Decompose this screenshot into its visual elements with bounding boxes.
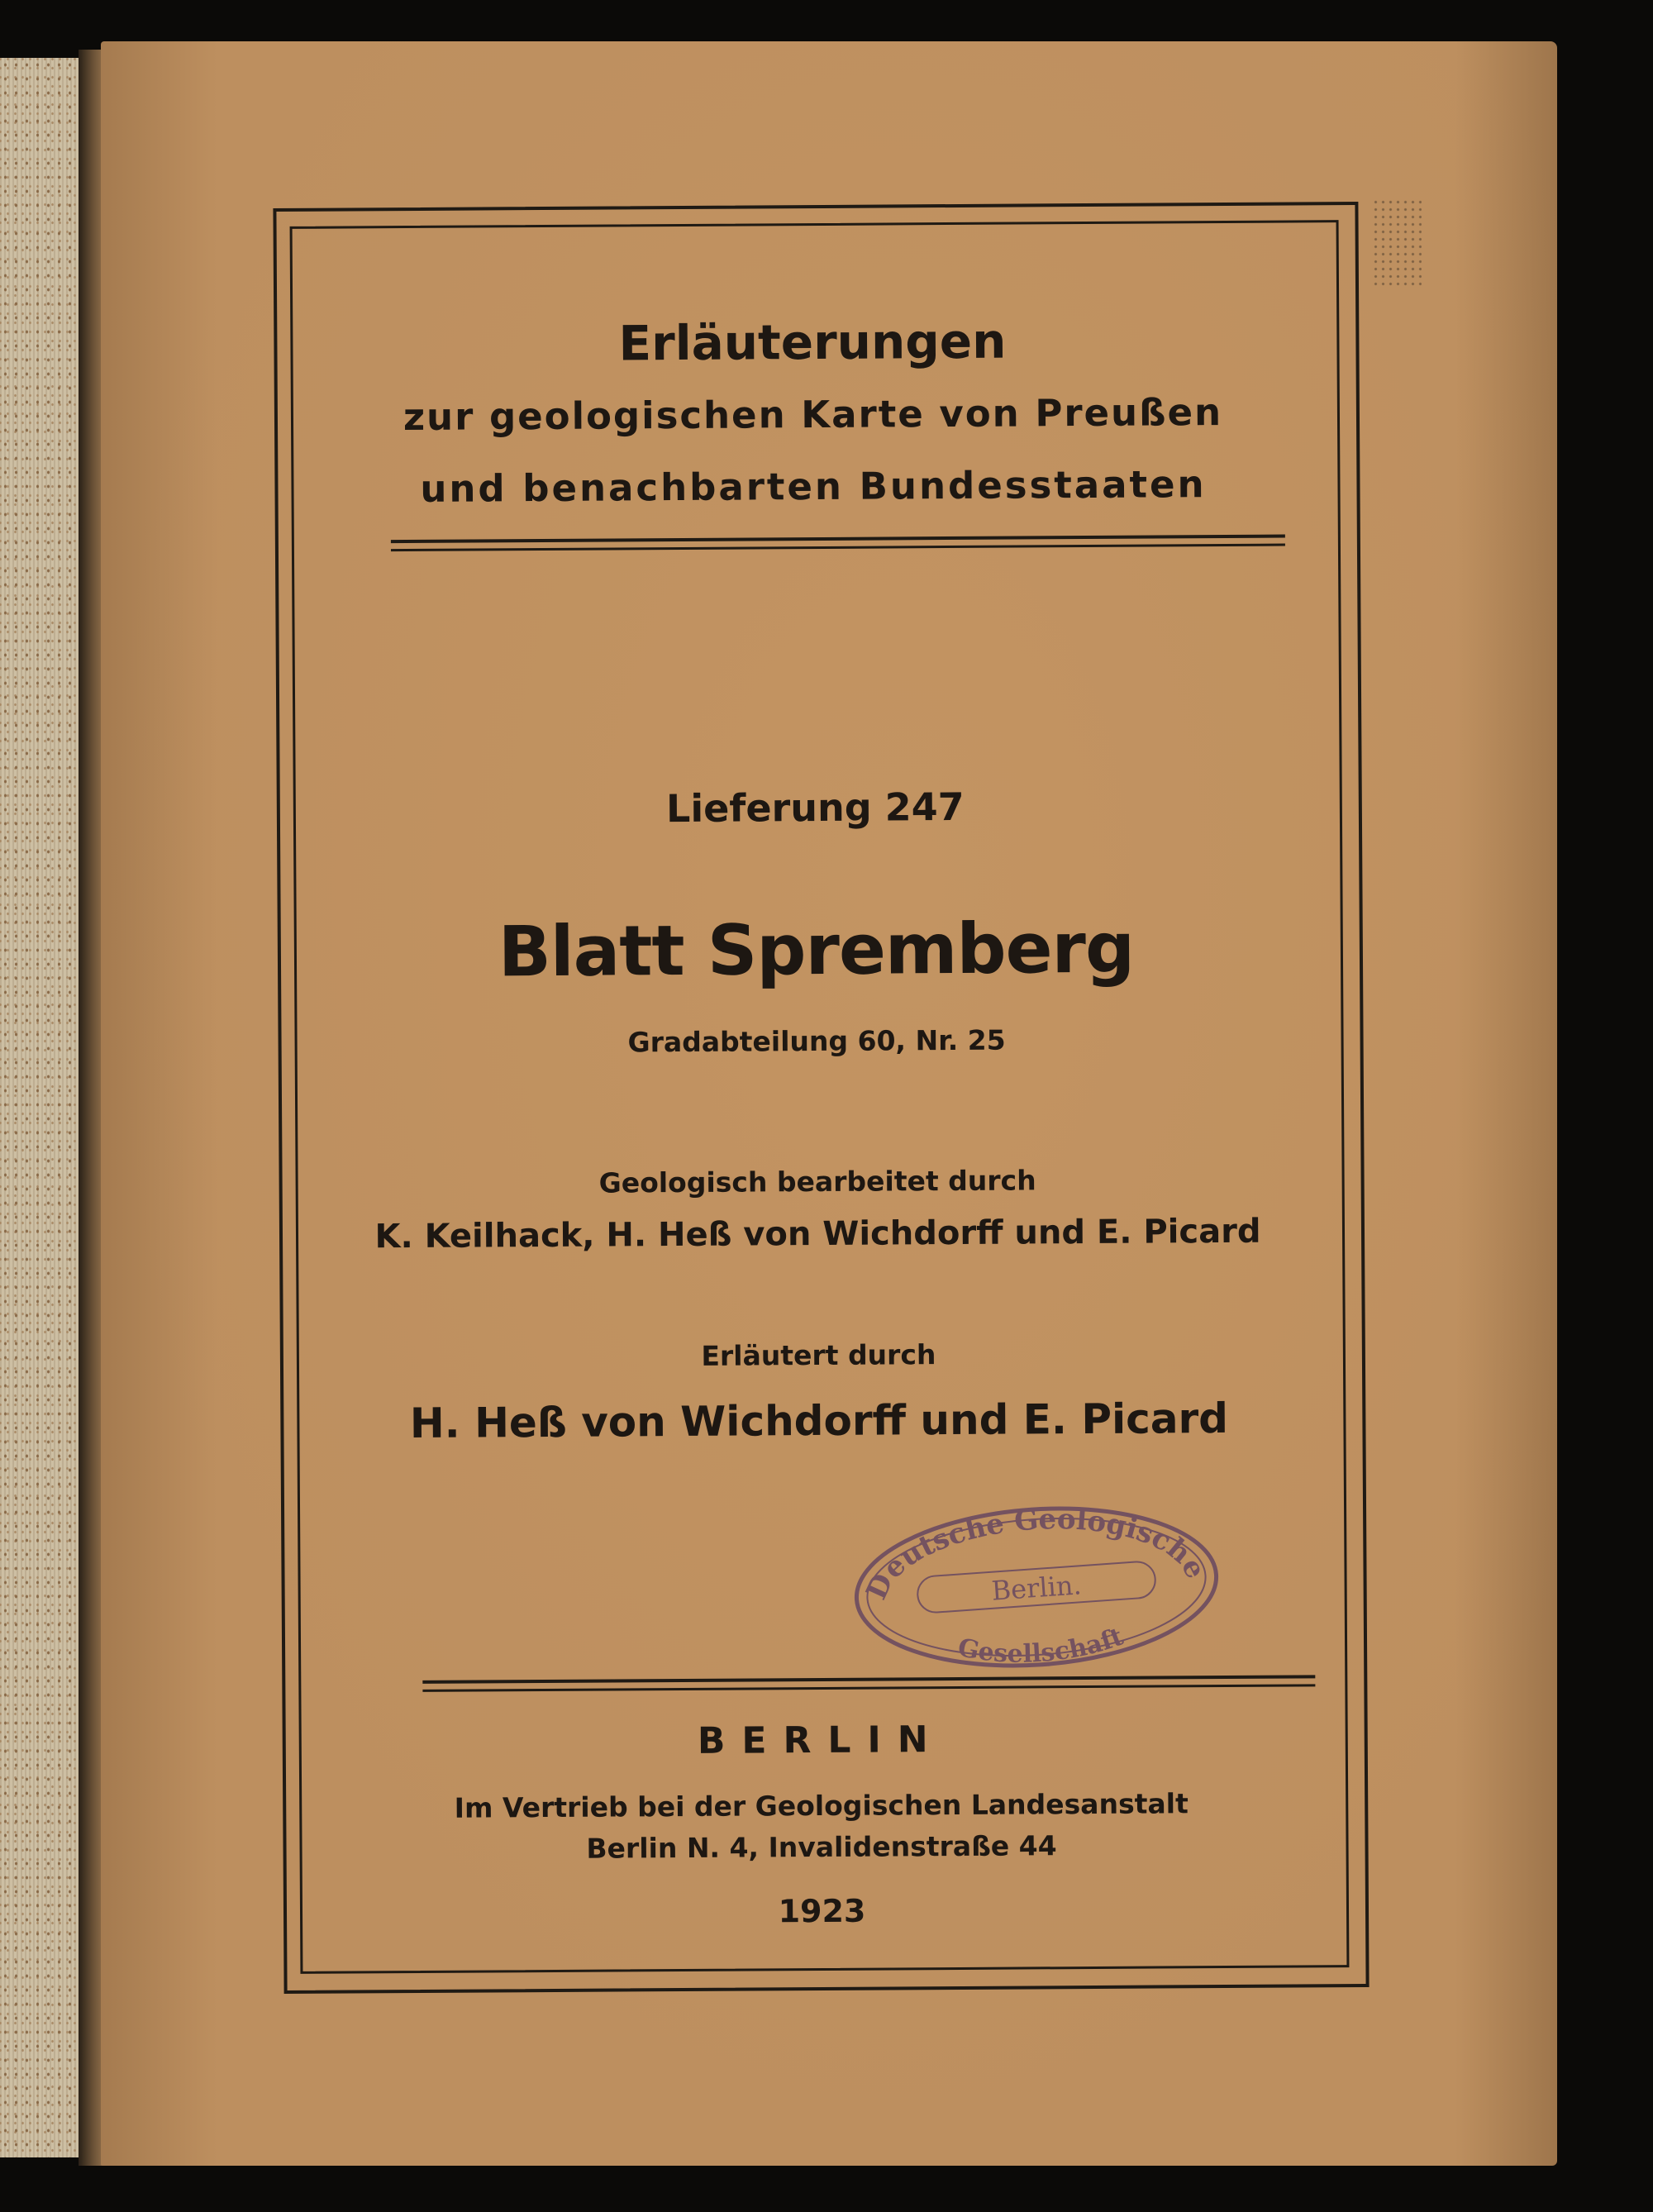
- subtitle-line-1: zur geologischen Karte von Preußen: [403, 389, 1223, 440]
- book-spine-edge: [79, 50, 103, 2166]
- title-page-content: [290, 220, 1345, 1969]
- page-title: Erläuterungen: [618, 312, 1007, 372]
- subtitle-line-2: und benachbarten Bundesstaaten: [420, 462, 1207, 511]
- distribution-line-1: Im Vertrieb bei der Geologischen Landesanstalt: [454, 1787, 1189, 1824]
- library-stamp: [846, 1492, 1227, 1683]
- imprint-divider-bottom: [422, 1684, 1315, 1692]
- imprint-city: BERLIN: [697, 1719, 945, 1762]
- stamp-top-text: Deutsche Geologische: [860, 1502, 1212, 1605]
- erlaeutert-authors: H. Heß von Wichdorff und E. Picard: [409, 1394, 1229, 1448]
- header-divider-bottom: [391, 544, 1285, 552]
- header-divider-top: [391, 535, 1285, 544]
- lieferung-number: Lieferung 247: [665, 784, 965, 832]
- erlaeutert-label: Erläutert durch: [701, 1338, 936, 1372]
- geologisch-label: Geologisch bearbeitet durch: [598, 1164, 1036, 1199]
- geologisch-authors: K. Keilhack, H. Heß von Wichdorff und E. Picard: [374, 1212, 1261, 1256]
- stamp-bottom-text: Gesellschaft: [955, 1622, 1127, 1669]
- stamp-graphic: [846, 1492, 1227, 1683]
- sheet-title: Blatt Spremberg: [498, 907, 1135, 993]
- gradabteilung: Gradabteilung 60, Nr. 25: [627, 1023, 1006, 1059]
- paper-blemish: [1372, 198, 1422, 289]
- book-spine-cloth: [0, 58, 79, 2157]
- stamp-center-text: Berlin.: [990, 1569, 1083, 1607]
- distribution-line-2: Berlin N. 4, Invalidenstraße 44: [586, 1829, 1057, 1865]
- publication-year: 1923: [778, 1892, 866, 1930]
